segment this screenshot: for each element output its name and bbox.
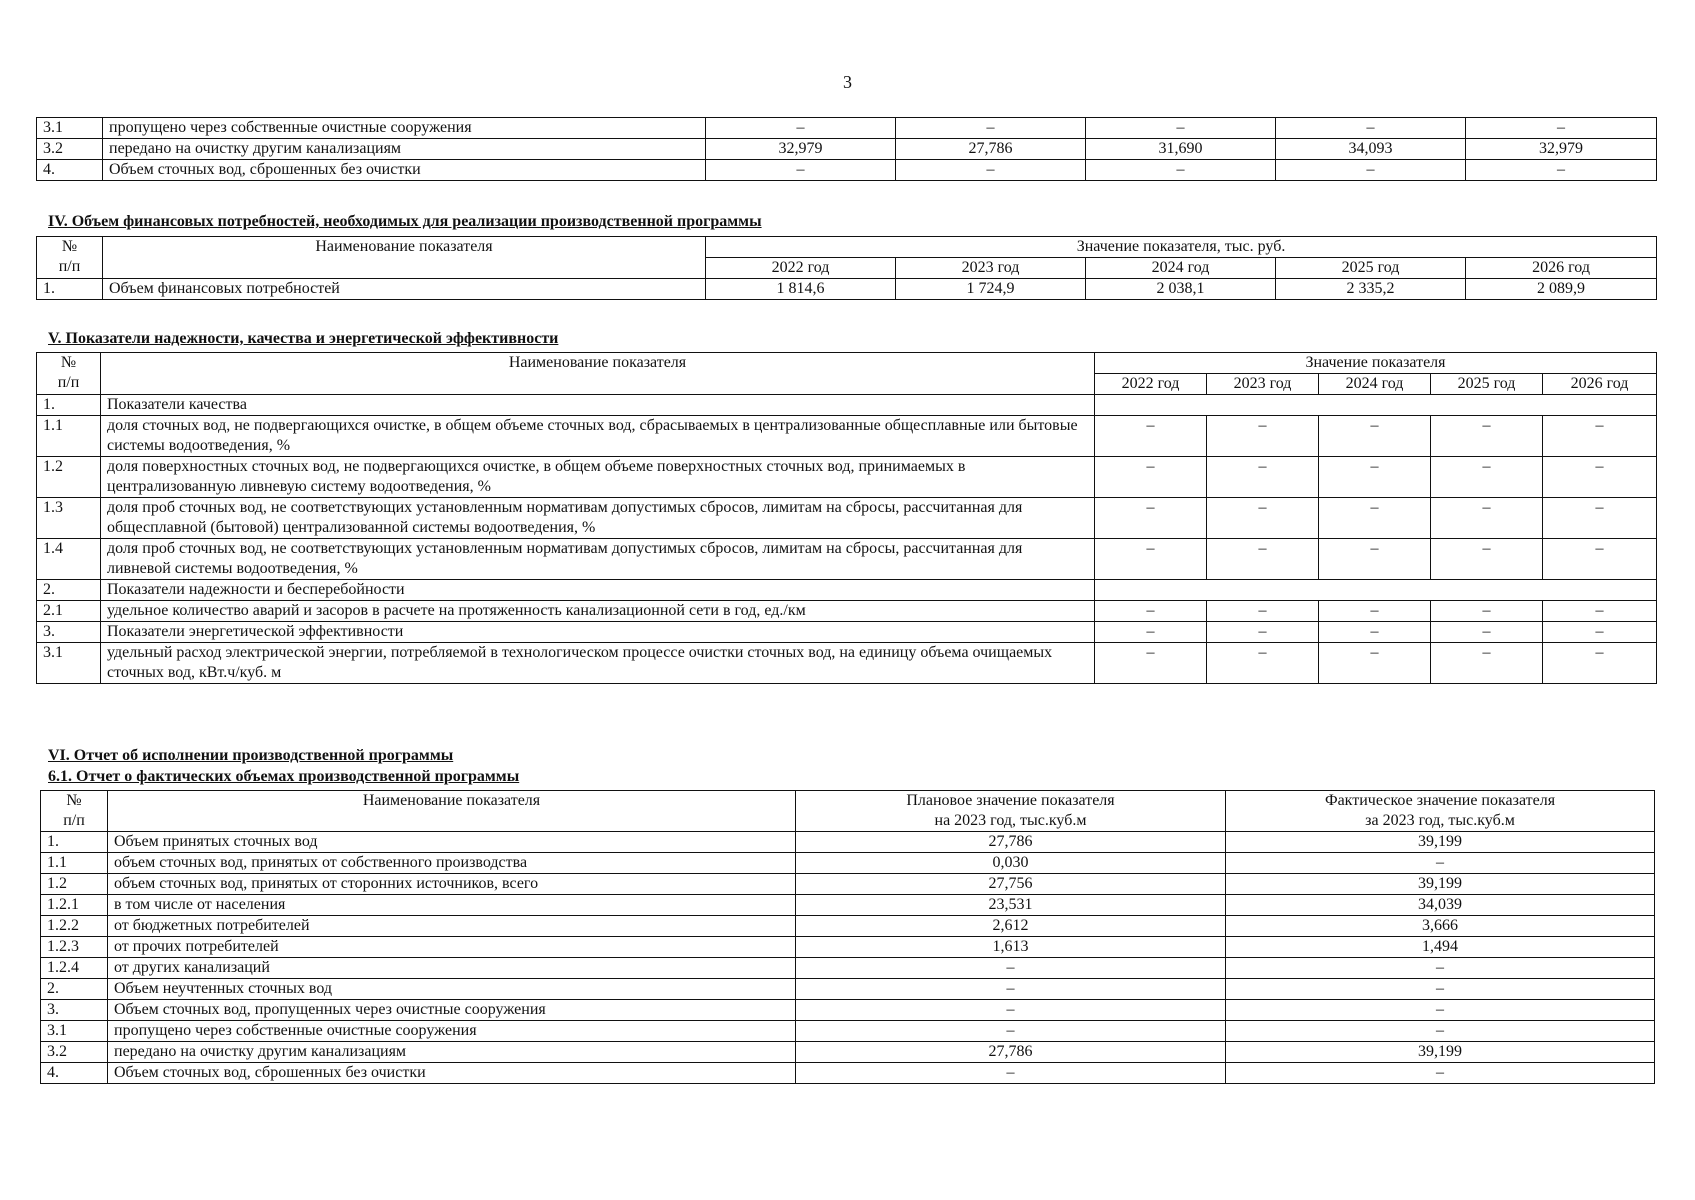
row-value: – <box>706 118 896 139</box>
row-value: – <box>1466 118 1657 139</box>
row-plan: – <box>796 958 1226 979</box>
row-value: – <box>1319 643 1431 684</box>
row-value: – <box>706 160 896 181</box>
table-row <box>37 498 1657 539</box>
row-num: 4. <box>41 1063 108 1084</box>
table-row <box>41 1063 1655 1084</box>
row-num: 2.1 <box>37 601 101 622</box>
row-value: – <box>1207 498 1319 539</box>
table-row <box>37 416 1657 457</box>
row-name: Объем принятых сточных вод <box>108 832 796 853</box>
col-fact: Фактическое значение показателя за 2023 год, тыс.куб.м <box>1226 791 1655 832</box>
row-plan: – <box>796 1021 1226 1042</box>
row-num: 1. <box>37 279 103 300</box>
page-number: 3 <box>843 72 852 92</box>
row-plan: 1,613 <box>796 937 1226 958</box>
col-name: Наименование показателя <box>101 353 1095 395</box>
row-value: 2 335,2 <box>1276 279 1466 300</box>
row-value: – <box>1095 457 1207 498</box>
row-fact: 39,199 <box>1226 1042 1655 1063</box>
row-value: 1 814,6 <box>706 279 896 300</box>
row-num: 1.2 <box>41 874 108 895</box>
col-year: 2023 год <box>896 258 1086 279</box>
table-row <box>37 622 1657 643</box>
table-row <box>37 160 1657 181</box>
row-value: 34,093 <box>1276 139 1466 160</box>
row-value: – <box>1095 622 1207 643</box>
row-value: – <box>896 118 1086 139</box>
row-fact: – <box>1226 958 1655 979</box>
row-plan: 23,531 <box>796 895 1226 916</box>
row-name: Показатели качества <box>101 395 1095 416</box>
row-value: – <box>1319 622 1431 643</box>
row-value: – <box>1207 643 1319 684</box>
row-value: – <box>1319 457 1431 498</box>
row-name: Объем неучтенных сточных вод <box>108 979 796 1000</box>
row-name: передано на очистку другим канализациям <box>108 1042 796 1063</box>
row-name: Объем сточных вод, пропущенных через очистные сооружения <box>108 1000 796 1021</box>
table-row <box>37 539 1657 580</box>
row-value: – <box>1431 622 1543 643</box>
row-name: Объем сточных вод, сброшенных без очистки <box>103 160 706 181</box>
section6-title: VI. Отчет об исполнении производственной программы <box>48 747 454 764</box>
row-name: передано на очистку другим канализациям <box>103 139 706 160</box>
row-num: 3.1 <box>41 1021 108 1042</box>
table-row <box>41 979 1655 1000</box>
row-value: – <box>1319 416 1431 457</box>
row-value: 32,979 <box>1466 139 1657 160</box>
row-value: – <box>1431 498 1543 539</box>
table-row <box>37 395 1657 416</box>
row-num: 2. <box>37 580 101 601</box>
row-name: доля поверхностных сточных вод, не подвергающихся очистке, в общем объеме поверхностных сточных вод, принимаемых в централизованную ливневую систему водоотведения, % <box>101 457 1095 498</box>
col-name: Наименование показателя <box>108 791 796 832</box>
row-name: доля проб сточных вод, не соответствующих установленным нормативам допустимых сбросов, лимитам на сбросы, рассчитанная для ливневой системы водоотведения, % <box>101 539 1095 580</box>
row-name: удельное количество аварий и засоров в расчете на протяженность канализационной сети в год, ед./км <box>101 601 1095 622</box>
col-name: Наименование показателя <box>103 237 706 279</box>
row-plan: – <box>796 979 1226 1000</box>
row-value: 32,979 <box>706 139 896 160</box>
table-row <box>37 118 1657 139</box>
row-value: – <box>1431 539 1543 580</box>
table-row <box>41 1021 1655 1042</box>
row-value: – <box>1095 643 1207 684</box>
row-fact: – <box>1226 853 1655 874</box>
row-value: – <box>1095 539 1207 580</box>
row-num: 1.4 <box>37 539 101 580</box>
row-num: 4. <box>37 160 103 181</box>
row-value: – <box>1207 622 1319 643</box>
row-num: 1. <box>41 832 108 853</box>
row-value: – <box>1543 498 1657 539</box>
row-value: – <box>1543 622 1657 643</box>
row-value: – <box>1276 118 1466 139</box>
row-empty-values <box>1095 580 1657 601</box>
row-plan: 27,756 <box>796 874 1226 895</box>
row-value: – <box>1466 160 1657 181</box>
row-value: – <box>1431 643 1543 684</box>
section4-title: IV. Объем финансовых потребностей, необходимых для реализации производственной программы <box>48 213 762 230</box>
row-num: 1.3 <box>37 498 101 539</box>
row-name: Показатели энергетической эффективности <box>101 622 1095 643</box>
row-num: 1.2 <box>37 457 101 498</box>
row-plan: 27,786 <box>796 1042 1226 1063</box>
row-value: – <box>1086 118 1276 139</box>
table-row <box>41 1000 1655 1021</box>
section6-subtitle: 6.1. Отчет о фактических объемах производственной программы <box>48 768 520 785</box>
col-year: 2022 год <box>706 258 896 279</box>
row-name: удельный расход электрической энергии, потребляемой в технологическом процессе очистки сточных вод, на единицу объема очищаемых сточных вод, кВт.ч/куб. м <box>101 643 1095 684</box>
row-value: – <box>1095 416 1207 457</box>
row-num: 3.1 <box>37 118 103 139</box>
row-value: 27,786 <box>896 139 1086 160</box>
table-row <box>41 895 1655 916</box>
row-name: объем сточных вод, принятых от сторонних источников, всего <box>108 874 796 895</box>
row-name: объем сточных вод, принятых от собственного производства <box>108 853 796 874</box>
row-num: 3.2 <box>37 139 103 160</box>
row-value: 2 038,1 <box>1086 279 1276 300</box>
col-value-group: Значение показателя, тыс. руб. <box>706 237 1657 258</box>
row-plan: 0,030 <box>796 853 1226 874</box>
row-fact: 39,199 <box>1226 832 1655 853</box>
row-num: 3.2 <box>41 1042 108 1063</box>
table-row <box>37 643 1657 684</box>
row-name: Показатели надежности и бесперебойности <box>101 580 1095 601</box>
table-row <box>37 601 1657 622</box>
row-num: 2. <box>41 979 108 1000</box>
row-value: – <box>1543 601 1657 622</box>
row-num: 1.1 <box>41 853 108 874</box>
col-year: 2024 год <box>1086 258 1276 279</box>
row-name: Объем сточных вод, сброшенных без очистки <box>108 1063 796 1084</box>
col-year: 2026 год <box>1543 374 1657 395</box>
row-name: Объем финансовых потребностей <box>103 279 706 300</box>
row-fact: – <box>1226 1063 1655 1084</box>
col-year: 2024 год <box>1319 374 1431 395</box>
col-year: 2025 год <box>1276 258 1466 279</box>
row-value: – <box>1207 539 1319 580</box>
row-name: пропущено через собственные очистные сооружения <box>108 1021 796 1042</box>
row-num: 1.2.1 <box>41 895 108 916</box>
row-name: доля проб сточных вод, не соответствующих установленным нормативам допустимых сбросов, лимитам на сбросы, рассчитанная для общесплавной (бытовой) централизованной системы водоотведения, % <box>101 498 1095 539</box>
row-value: – <box>1207 457 1319 498</box>
row-value: – <box>1095 498 1207 539</box>
row-num: 3. <box>37 622 101 643</box>
row-name: от бюджетных потребителей <box>108 916 796 937</box>
row-plan: 2,612 <box>796 916 1226 937</box>
col-year: 2025 год <box>1431 374 1543 395</box>
row-name: доля сточных вод, не подвергающихся очистке, в общем объеме сточных вод, сбрасываемых в централизованные общесплавные или бытовые системы водоотведения, % <box>101 416 1095 457</box>
table-row <box>41 853 1655 874</box>
table-financial-needs <box>36 236 1657 300</box>
row-value: – <box>1276 160 1466 181</box>
col-num: № п/п <box>37 353 101 395</box>
row-value: – <box>1207 416 1319 457</box>
col-year: 2023 год <box>1207 374 1319 395</box>
row-fact: 3,666 <box>1226 916 1655 937</box>
row-fact: – <box>1226 979 1655 1000</box>
row-value: – <box>1207 601 1319 622</box>
row-value: – <box>896 160 1086 181</box>
table-row <box>41 958 1655 979</box>
table-row <box>37 139 1657 160</box>
table-row <box>41 832 1655 853</box>
row-num: 3. <box>41 1000 108 1021</box>
row-num: 1. <box>37 395 101 416</box>
row-value: – <box>1431 416 1543 457</box>
row-name: от других канализаций <box>108 958 796 979</box>
row-fact: – <box>1226 1021 1655 1042</box>
row-name: от прочих потребителей <box>108 937 796 958</box>
row-plan: 27,786 <box>796 832 1226 853</box>
row-fact: 1,494 <box>1226 937 1655 958</box>
row-value: – <box>1543 539 1657 580</box>
table-row <box>37 580 1657 601</box>
col-plan: Плановое значение показателя на 2023 год, тыс.куб.м <box>796 791 1226 832</box>
col-value-group: Значение показателя <box>1095 353 1657 374</box>
row-num: 1.2.2 <box>41 916 108 937</box>
row-value: – <box>1543 457 1657 498</box>
table-row <box>41 916 1655 937</box>
table-row <box>41 1042 1655 1063</box>
row-value: – <box>1431 601 1543 622</box>
row-name: в том числе от населения <box>108 895 796 916</box>
row-value: 2 089,9 <box>1466 279 1657 300</box>
row-value: 1 724,9 <box>896 279 1086 300</box>
table-actual-volumes <box>40 790 1655 1084</box>
table-row <box>41 937 1655 958</box>
table-top-continuation <box>36 117 1657 181</box>
row-fact: 39,199 <box>1226 874 1655 895</box>
row-plan: – <box>796 1000 1226 1021</box>
row-value: – <box>1431 457 1543 498</box>
col-year: 2022 год <box>1095 374 1207 395</box>
table-reliability-quality <box>36 352 1657 684</box>
row-num: 1.2.3 <box>41 937 108 958</box>
row-value: – <box>1543 643 1657 684</box>
row-empty-values <box>1095 395 1657 416</box>
row-num: 3.1 <box>37 643 101 684</box>
row-value: – <box>1319 601 1431 622</box>
row-name: пропущено через собственные очистные сооружения <box>103 118 706 139</box>
row-num: 1.1 <box>37 416 101 457</box>
col-num: № п/п <box>37 237 103 279</box>
row-value: – <box>1086 160 1276 181</box>
row-value: – <box>1319 539 1431 580</box>
row-value: 31,690 <box>1086 139 1276 160</box>
row-value: – <box>1095 601 1207 622</box>
row-num: 1.2.4 <box>41 958 108 979</box>
row-fact: – <box>1226 1000 1655 1021</box>
row-fact: 34,039 <box>1226 895 1655 916</box>
table-row <box>37 457 1657 498</box>
row-plan: – <box>796 1063 1226 1084</box>
row-value: – <box>1319 498 1431 539</box>
table-row <box>41 874 1655 895</box>
table-row <box>37 279 1657 300</box>
col-num: № п/п <box>41 791 108 832</box>
row-value: – <box>1543 416 1657 457</box>
col-year: 2026 год <box>1466 258 1657 279</box>
section5-title: V. Показатели надежности, качества и энергетической эффективности <box>48 330 559 347</box>
